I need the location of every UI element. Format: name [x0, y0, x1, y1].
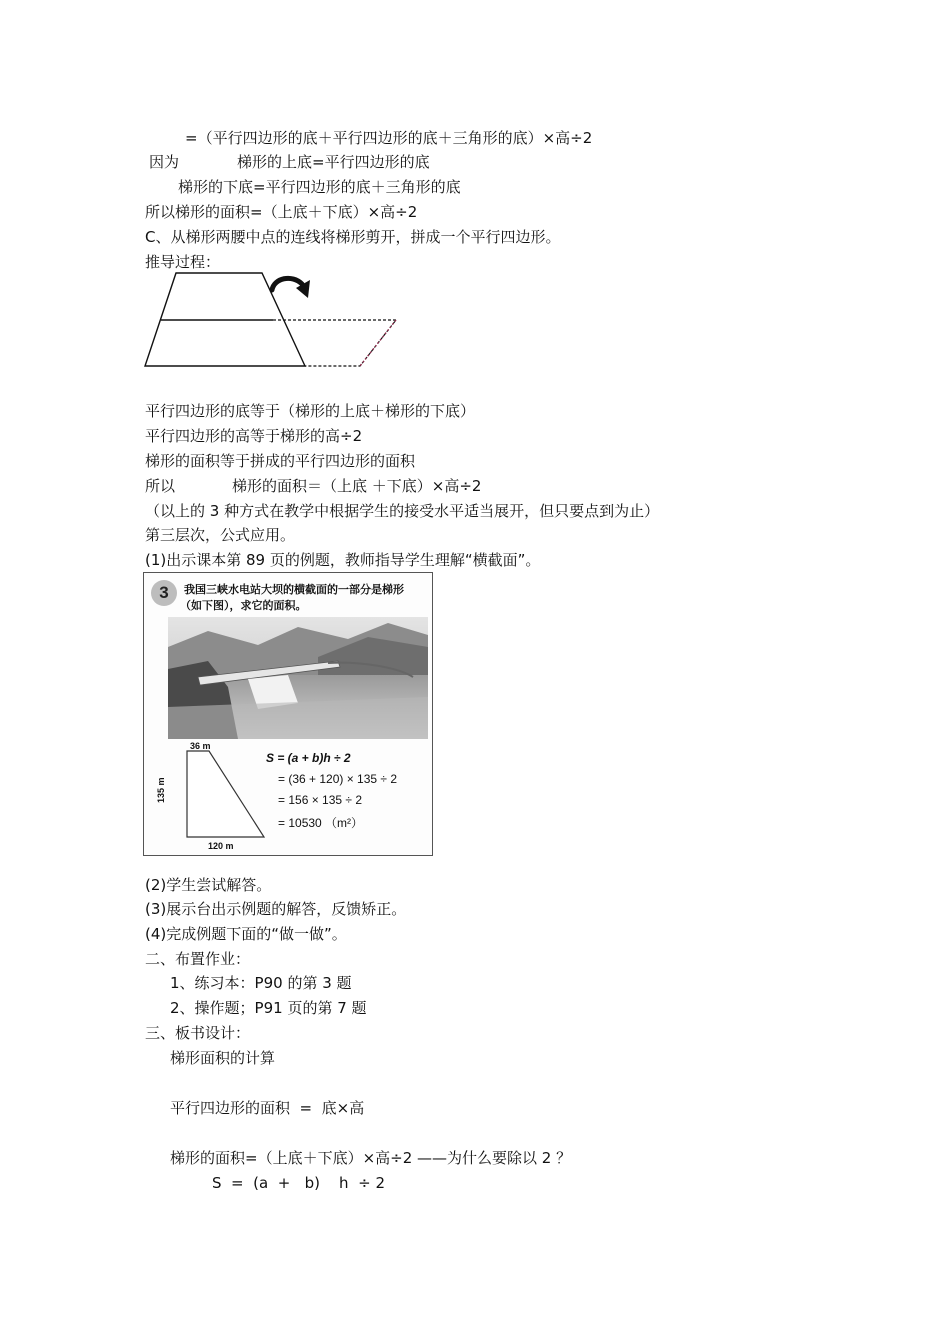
text-line: 梯形的上底=平行四边形的底 [237, 153, 430, 171]
trapezoid-cut-diagram [140, 270, 410, 372]
text-line: 因为 [149, 153, 180, 171]
solution-step: = 156 × 135 ÷ 2 [278, 793, 362, 807]
text-line: (3)展示台出示例题的解答，反馈矫正。 [145, 900, 407, 918]
text-line: C、从梯形两腰中点的连线将梯形剪开，拼成一个平行四边形。 [145, 228, 561, 246]
text-line: (4)完成例题下面的“做一做”。 [145, 925, 347, 943]
solution-step: = 10530 （m²） [278, 816, 364, 830]
text-line: =（平行四边形的底＋平行四边形的底＋三角形的底）×高÷2 [185, 129, 593, 147]
bottom-length-label: 120 m [208, 841, 234, 851]
top-length-label: 36 m [190, 741, 211, 751]
textbook-example-figure [143, 572, 433, 856]
text-line: 梯形的面积等于拼成的平行四边形的面积 [145, 452, 416, 470]
text-line: (1)出示课本第 89 页的例题，教师指导学生理解“横截面”。 [145, 551, 541, 569]
dam-cross-section [172, 741, 272, 853]
text-line: S = (a + b) h ÷ 2 [212, 1174, 385, 1192]
solution-step: = (36 + 120) × 135 ÷ 2 [278, 772, 398, 786]
text-line: 所以 [145, 477, 176, 495]
solution-formula: S = (a + b)h ÷ 2 [266, 751, 351, 765]
text-line: 推导过程： [145, 253, 221, 271]
text-line: 梯形的面积＝（上底 ＋下底）×高÷2 [232, 477, 482, 495]
text-line: 三、板书设计： [145, 1024, 251, 1042]
text-line: 第三层次，公式应用。 [145, 526, 296, 544]
text-line: 二、布置作业： [145, 950, 251, 968]
dam-photo [168, 617, 428, 739]
text-line: 平行四边形的底等于（梯形的上底＋梯形的下底） [145, 402, 476, 420]
text-line: 2、操作题；P91 页的第 7 题 [170, 999, 367, 1017]
text-line: 梯形面积的计算 [170, 1049, 276, 1067]
text-line: 1、练习本：P90 的第 3 题 [170, 974, 352, 992]
example-question: 我国三峡水电站大坝的横截面的一部分是梯形 [184, 583, 404, 596]
height-label: 135 m [156, 777, 166, 803]
text-line: 平行四边形的面积 = 底×高 [170, 1099, 365, 1117]
text-line: 梯形的面积=（上底＋下底）×高÷2 ——为什么要除以 2 ？ [170, 1149, 572, 1167]
text-line: 平行四边形的高等于梯形的高÷2 [145, 427, 363, 445]
example-number: 3 [159, 583, 169, 602]
text-line: 梯形的下底=平行四边形的底＋三角形的底 [178, 178, 461, 196]
text-line: （以上的 3 种方式在教学中根据学生的接受水平适当展开，但只要点到为止） [145, 502, 660, 520]
text-line: 所以梯形的面积=（上底＋下底）×高÷2 [145, 203, 418, 221]
text-line: (2)学生尝试解答。 [145, 876, 272, 894]
example-question: （如下图），求它的面积。 [180, 599, 307, 612]
rotate-arrow-icon [272, 278, 310, 298]
